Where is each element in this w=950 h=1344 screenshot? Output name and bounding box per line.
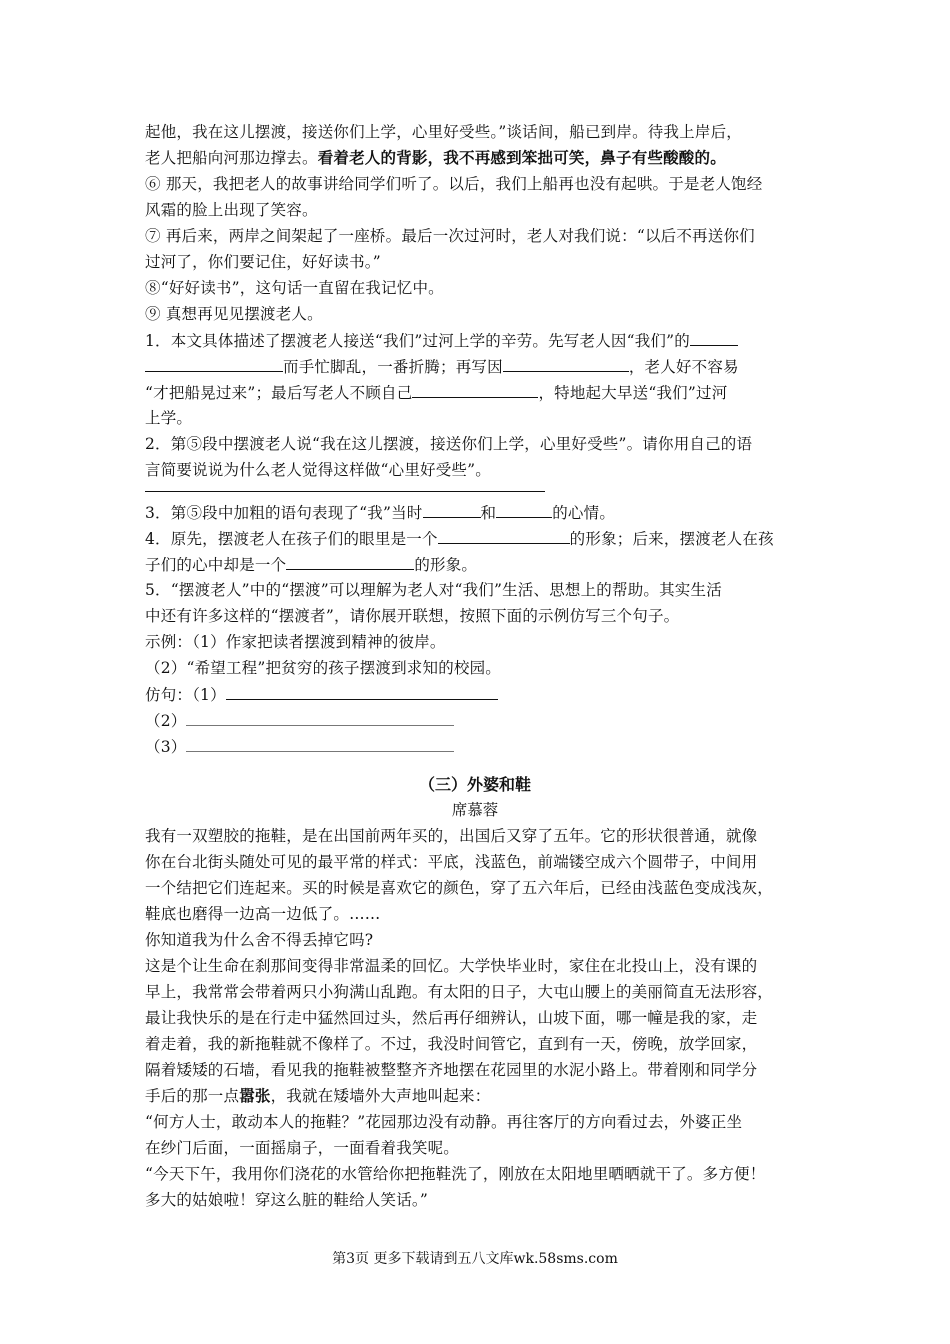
answer-blank[interactable] [438,526,570,544]
question-text: 的形象。 [414,556,478,574]
question-text: ，老人好不容易 [628,358,739,376]
answer-blank[interactable] [226,682,498,700]
story2-line: 过河了，你们要记住，好好读书。” [145,253,381,271]
imitation-3 [145,734,454,759]
answer-blank[interactable] [496,500,552,518]
answer-blank[interactable] [145,354,283,372]
question-text: ，特地起大早送“我们”过河 [538,384,728,402]
example-1: 示例：（1）作家把读者摆渡到精神的彼岸。 [145,633,446,651]
answer-blank[interactable] [286,552,414,570]
story3-text: 手后的那一点 [145,1087,240,1105]
question-text: 的形象；后来，摆渡老人在孩 [569,530,774,548]
answer-blank[interactable] [690,328,738,346]
question-1 [145,328,738,353]
story2-line: ⑧“好好读书”，这句话一直留在我记忆中。 [145,279,444,297]
section-title: （三）外婆和鞋 [418,775,531,794]
story3-text: ，我就在矮墙外大声地叫起来： [270,1087,491,1105]
question-4-line2 [145,552,477,577]
question-text: 和 [480,504,497,522]
author: 席慕蓉 [451,801,499,819]
imitation-2 [145,708,454,733]
story2-line: ⑥ 那天，我把老人的故事讲给同学们听了。以后，我们上船再也没有起哄。于是老人饱经 [145,175,763,193]
story3-line: 着走着，我的新拖鞋就不像样了。不过，我没时间管它，直到有一天，傍晚，放学回家， [145,1035,758,1053]
example-2: （2）“希望工程”把贫穷的孩子摆渡到求知的校园。 [145,659,502,677]
story2-line: ⑦ 再后来，两岸之间架起了一座桥。最后一次过河时，老人对我们说：“以后不再送你们 [145,227,755,245]
page-footer: 第3页 更多下载请到五八文库wk.58sms.com [332,1251,618,1267]
question-text: 的心情。 [552,504,616,522]
story3-line: 在纱门后面，一面摇扇子，一面看着我笑呢。 [145,1139,460,1157]
question-text: 仿句：（1） [145,686,226,704]
story2-line [145,146,726,170]
question-1-line4: 上学。 [145,409,193,427]
story3-line: 早上，我常常会带着两只小狗满山乱跑。有太阳的日子，大屯山腰上的美丽简直无法形容， [145,983,774,1001]
story3-line: 你知道我为什么舍不得丢掉它吗? [145,931,374,949]
story2-line: 起他，我在这儿摆渡，接送你们上学，心里好受些。”谈话间，船已到岸。待我上岸后， [145,123,742,141]
question-text: 而手忙脚乱，一番折腾；再写因 [283,358,503,376]
question-2-line2: 言简要说说为什么老人觉得这样做“心里好受些”。 [145,461,491,479]
question-text: （3） [145,738,187,756]
story3-line [145,1084,490,1108]
story3-line: 多大的姑娘啦！穿这么脏的鞋给人笑话。” [145,1191,428,1209]
story3-line: 你在台北街头随处可见的最平常的样式：平底，浅蓝色，前端镂空成六个圆带子，中间用 [145,853,758,871]
question-1-line2 [145,354,739,379]
question-text: 3．第⑤段中加粗的语句表现了“我”当时 [145,504,423,522]
answer-blank[interactable] [503,354,629,372]
imitation-1 [145,682,498,707]
story3-line: “今天下午，我用你们浇花的水管给你把拖鞋洗了，刚放在太阳地里晒晒就干了。多方便！ [145,1165,766,1183]
story2-text: 老人把船向河那边撑去。 [145,149,318,167]
story2-bold-sentence: 看着老人的背影，我不再感到笨拙可笑，鼻子有些酸酸的。 [317,148,726,167]
question-text: 4．原先，摆渡老人在孩子们的眼里是一个 [145,530,438,548]
story3-line: 最让我快乐的是在行走中猛然回过头，然后再仔细辨认，山坡下面，哪一幢是我的家，走 [145,1009,758,1027]
question-5: 5．“摆渡老人”中的“摆渡”可以理解为老人对“我们”生活、思想上的帮助。其实生活 [145,581,722,599]
story3-line: 我有一双塑胶的拖鞋，是在出国前两年买的，出国后又穿了五年。它的形状很普通，就像 [145,827,758,845]
answer-blank[interactable] [412,380,538,398]
story3-line: 一个结把它们连起来。买的时候是喜欢它的颜色，穿了五六年后，已经由浅蓝色变成浅灰， [145,879,774,897]
question-2: 2．第⑤段中摆渡老人说“我在这儿摆渡，接送你们上学，心里好受些”。请你用自己的语 [145,435,753,453]
story3-line: 隔着矮矮的石墙，看见我的拖鞋被整整齐齐地摆在花园里的水泥小路上。带着刚和同学分 [145,1061,758,1079]
question-text: “才把船晃过来”；最后写老人不顾自己 [145,384,413,402]
story3-line: “何方人士，敢动本人的拖鞋？”花园那边没有动静。再往客厅的方向看过去，外婆正坐 [145,1113,743,1131]
answer-blank[interactable] [423,500,481,518]
question-4 [145,526,774,551]
story3-line: 鞋底也磨得一边高一边低了。…… [145,905,381,923]
story2-line: ⑨ 真想再见见摆渡老人。 [145,305,323,323]
story2-line: 风霜的脸上出现了笑容。 [145,201,318,219]
answer-blank[interactable] [186,708,454,726]
question-text: （2） [145,712,187,730]
story3-line: 这是个让生命在刹那间变得非常温柔的回忆。大学快毕业时，家住在北投山上，没有课的 [145,957,758,975]
answer-line[interactable] [145,491,545,492]
question-3 [145,500,615,525]
bold-word: 嚣张 [239,1086,271,1105]
question-text: 子们的心中却是一个 [145,556,287,574]
question-5-line2: 中还有许多这样的“摆渡者”，请你展开联想，按照下面的示例仿写三个句子。 [145,607,680,625]
question-text: 1．本文具体描述了摆渡老人接送“我们”过河上学的辛劳。先写老人因“我们”的 [145,332,690,350]
question-1-line3 [145,380,727,405]
answer-blank[interactable] [186,734,454,752]
